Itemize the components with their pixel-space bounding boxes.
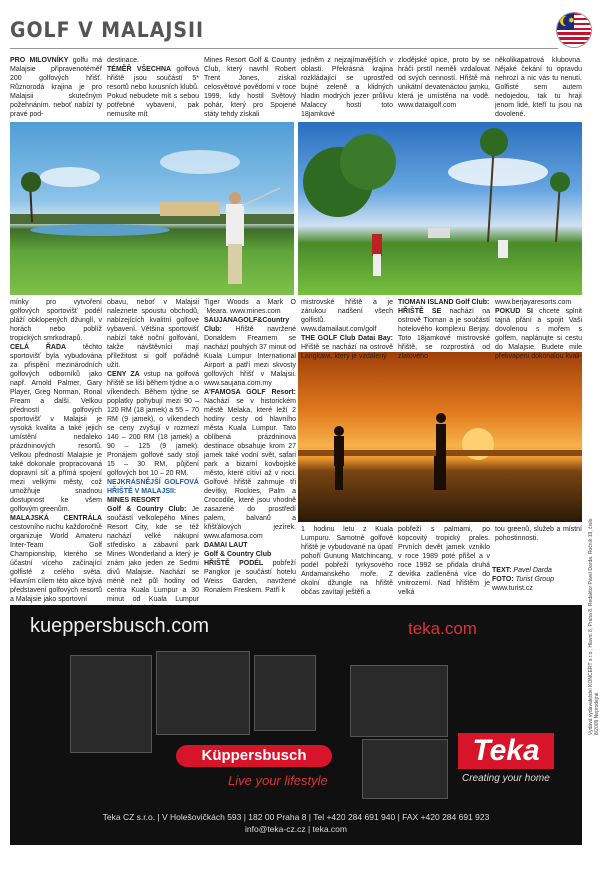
paragraph	[107, 505, 199, 613]
col2-mid	[107, 298, 199, 603]
credits	[492, 566, 554, 593]
paragraph	[301, 334, 393, 361]
paragraph	[495, 307, 582, 361]
paragraph	[204, 56, 296, 119]
paragraph-text: golfu má Malajsie připravenotéměř 200 golfových hřišť. Různorodá krajina je pro Malajsii skutečným požehnáním. neboť nabízí ty pravé pod-	[10, 57, 102, 118]
col5-bottom	[398, 525, 490, 600]
lead-in: HŘIŠTĚ PODÉL	[204, 560, 264, 567]
paragraph-text: Tiger Woods a Mark O´Meara. www.mines.com	[204, 299, 296, 315]
paragraph	[10, 514, 102, 604]
lead-in: Golf & Country Club:	[107, 506, 187, 513]
paragraph-text: Mines Resort Golf & Country Club, který navrhl Robert Trent Jones, získal celosvětové povědomí v roce 1999, kdy hostil Světový pohár, který pro Spojené státy tehdy získali	[204, 57, 296, 118]
paragraph-text: pobřeží Pangkor je součástí hotelu Weiss Garden, navržené Ronalem Freskem. Patří k	[204, 560, 296, 594]
paragraph	[204, 316, 296, 388]
col4-top	[301, 56, 393, 118]
lead-in: TIOMAN ISLAND Golf Club:	[398, 299, 490, 306]
paragraph-text: těchto sportovišť byla vybudována za přispění mezinárodních golfových odborníků jako např. Arnold Palmer, Gary Player, Greg Norman, Ronal Fream a další. Velkou předností golfových sportovišť v Malajsii je vysoká kvalita a také jejich umístění nedaleko prázdninových resortů. Velkou předností Malajsie je také dokonale propracovaná dopravní síť a přímá spojení mezi velkými městy, což umožňuje snadnou dostupnost ke všem golfovým greenům.	[10, 344, 102, 513]
golfer-photo-palms	[10, 122, 294, 295]
col3-mid	[204, 298, 296, 598]
paragraph-text: destinace.	[107, 57, 139, 64]
paragraph	[301, 298, 393, 334]
lead-in: DAMAI LAUT	[204, 542, 248, 549]
lead-in: MINES RESORT	[107, 497, 161, 504]
paragraph	[204, 298, 296, 316]
paragraph-text: Nachází se v historickém městě Melaka, které leží 2 hodiny cesty od hlavního města Kuala Lumpur. Tato oblíbená prázdninová destinace obsahuje krom 27 jamek také vodní svět, safari park a bizarní kovbojské město, které cítíví až v noci. Golfové hřiště zahrnuje tři devítky, Rockies, Palm a Crocodile, které jsou vhodně zasazené do prostředí palem, balvanů a křišťálových jezírek. www.afamosa.com	[204, 398, 296, 540]
paragraph-text: Hřiště navržené Donaldem Freamem se nachází pouhých 37 minut od Kuala Lumpur International Airport a patří mezi skvosty golfových hřišť v Malajsii. www.saujana.com.my	[204, 326, 296, 387]
col5-mid	[398, 298, 490, 360]
header	[10, 18, 592, 48]
paragraph	[398, 56, 490, 110]
teka-slogan: Creating your home	[462, 773, 550, 784]
paragraph-text: Je součástí velkolepého Mines Resort City, kde se též nachází velké nákupní středisko a zábavní park Mines Wonderland a který je znám jako jeden ze Sedmi divů Malajsie. Nachází se méně než půl hodiny od centra Kuala Lumpur a 30 minut od Kuala Lumpur	[107, 506, 199, 603]
paragraph-text: golfová hřiště jsou součástí 5* resortů nebo luxusních klubů. Pokud nebudete mít s sebou potřebné vybavení, pak nemusíte mít	[107, 66, 199, 118]
lead-in: SAUJANAGOLF&Country Club:	[204, 317, 290, 333]
col6-mid	[495, 298, 582, 360]
lead-in: THE GOLF Club Datai Bay:	[301, 335, 393, 342]
paragraph	[301, 56, 393, 119]
col4-mid	[301, 298, 393, 360]
paragraph-text: chcete splnit tajná přání a spojit Vaši dovolenou s mořem s golfem, naplánujte si cestu do Malajsie. Budete mile překvapeni dokonalou kvali-	[495, 308, 582, 360]
col5-top	[398, 56, 490, 118]
paragraph	[107, 65, 199, 119]
ad-contact-footer	[10, 811, 582, 835]
title-rule	[10, 48, 558, 49]
lead-in: HŘIŠTĚ SE	[398, 308, 442, 315]
paragraph-text: tou greenů, služeb a místní pohostinnosti.	[495, 526, 582, 542]
oven-image	[350, 665, 448, 737]
paragraph-text: mínky pro vytvoření golfových sportovišť podél pláží obklopených džunglí, v horách nebo poblíž tropických smrkodrapů.	[10, 299, 102, 342]
lead-in: CENY ZA	[107, 371, 140, 378]
advertisement	[10, 605, 582, 845]
paragraph-text: pobřeží s palmami, po kopcovitý tropický prales. Prvních devět jamek vzniklo v roce 1989 poté přišel a v roce 1992 se přidala druhá devítka začleněná více do vnitrozemí. Nad hřištěm je velká	[398, 526, 490, 596]
paragraph	[398, 307, 490, 361]
paragraph	[10, 56, 102, 119]
page-title: GOLF V MALAJSII	[10, 18, 205, 42]
paragraph-text: NEJKRÁSNĚJŠÍ GOLFOVÁ HŘIŠTĚ V MALAJSII:	[107, 479, 199, 495]
lead-in: POKUD SI	[495, 308, 533, 315]
ad-url-teka[interactable]: teka.com	[408, 619, 477, 638]
kueppersbusch-slogan: Live your lifestyle	[228, 773, 328, 788]
lead-in: CELÁ ŘADA	[10, 344, 67, 351]
oven-image	[156, 651, 250, 735]
oven-image	[70, 655, 152, 753]
paragraph	[398, 298, 490, 307]
teka-logo: Teka	[458, 733, 554, 769]
col1-top	[10, 56, 102, 118]
paragraph	[495, 298, 582, 307]
paragraph	[204, 559, 296, 595]
text-credit-value: Pavel Darda	[513, 567, 552, 574]
col3-top	[204, 56, 296, 118]
paragraph	[107, 298, 199, 370]
paragraph-text: obavu, neboť v Malajsii naleznete spoustu obchodů, nabízejících kvalitní golfové vybavení. Většina sportovišť nabízí také noční golfování, takže návštěvníci mají příležitost si golf pořádně užít.	[107, 299, 199, 369]
oven-image	[362, 739, 448, 799]
lead-in: Golf & Country Club	[204, 551, 272, 558]
paragraph-text: www.berjayaresorts.com	[495, 299, 572, 306]
paragraph-text: vstup na golfová hřiště se liší během týdne a o víkendech. Během týdne se poplatky pohybují mezi 90 – 120 RM (18 jamek) a 55 – 70 RM (9 jamek), o víkendech se ceny zvyšují v rozmezí 140 – 200 RM (18 jamek) a 90 – 125 (9 jamek). Pronájem golfové sady stojí 15 – 30 RM, půjčení golfových bot 10 – 20 RM.	[107, 371, 199, 477]
photo-credit-label: FOTO:	[492, 576, 514, 583]
paragraph-text: několikapatrová klubovna. Nějaké čekání tu opravdu nehrozí a nic vás tu nenutí. Golfisté sem autem nedojedou, tak tu hrají jenom lidé, kteří tu jsou na dovolené.	[495, 57, 582, 118]
lead-in: TÉMĚŘ VŠECHNA	[107, 66, 172, 73]
paragraph	[495, 525, 582, 543]
side-imprint: Vydává vydavatelství KONCERT s.r.o., Hlavní 8, Praha 8. Redaktor Pavel Darda. Ročník 19, číslo 8/2009 Neprodejné	[588, 518, 600, 735]
photo-credit-value: Turist Group	[515, 576, 554, 583]
paragraph	[10, 343, 102, 514]
credits-url[interactable]: www.turist.cz	[492, 585, 533, 592]
ad-contact-email[interactable]: info@teka-cz.cz | teka.com	[244, 824, 347, 834]
paragraph	[204, 388, 296, 541]
paragraph-text: nachází na ostrově Tioman a je součástí hotelového komplexu Berjay. Toto 18jamkové mistrovské hřiště, se rozprostírá od zlatového	[398, 308, 490, 360]
paragraph	[107, 56, 199, 65]
paragraph-text: mistrovské hřiště a je zárukou nadšení všech golfistů. www.damailaut.com/golf	[301, 299, 393, 333]
col4-bottom	[301, 525, 393, 600]
ad-contact-line: Teka CZ s.r.o. | V Holešovičkách 593 | 182 00 Praha 8 | Tel +420 284 691 940 | FAX +420 284 691 923	[102, 812, 490, 822]
col6-top	[495, 56, 582, 118]
lead-in: PRO MILOVNÍKY	[10, 57, 69, 64]
golfers-photo-green	[298, 122, 582, 295]
paragraph-text: 1 hodinu letu z Kuala Lumpuru. Samotné golfové hřiště je vybudované na úpatí pohoří Gunung Matchincang, podél pobřeží tyrkysového Andamanského moře. Z okolní džungle na hřiště občas zavítají ještěři a	[301, 526, 393, 596]
malaysia-flag-icon: ✸	[556, 12, 592, 48]
paragraph-text: cestovního ruchu každoročně organizuje World Amateru Inter-Team Golf Championship, kterého se účastní víceho začínající golfisté z celého světa. Hlavním cílem této akce bývá představení golfových resortů a Malajsie jako sportovní	[10, 524, 102, 603]
paragraph-text: Hřiště se nachází na ostrově Langkawi, který je vzdálený	[301, 344, 393, 360]
lead-in: A'FAMOSA GOLF Resort:	[204, 389, 296, 396]
col2-top	[107, 56, 199, 118]
ad-url-kueppersbusch[interactable]: kueppersbusch.com	[30, 615, 209, 637]
sunset-golfers-photo	[298, 352, 582, 522]
paragraph	[107, 496, 199, 505]
paragraph	[204, 550, 296, 559]
paragraph	[398, 525, 490, 597]
paragraph	[204, 541, 296, 550]
text-credit-label: TEXT:	[492, 567, 512, 574]
lead-in: MALAJSKÁ CENTRÁLA	[10, 515, 102, 522]
paragraph-text: jedněm z nejzajímavějších v oblasti. Překrásná krajina rozkládající se uprostřed bujné zeleně a klidných hladin modrých jezer průlivu Malaccy hostí toto 18jamkové	[301, 57, 393, 118]
col1-mid	[10, 298, 102, 603]
paragraph	[107, 370, 199, 478]
paragraph	[10, 298, 102, 343]
oven-image	[254, 655, 316, 731]
kueppersbusch-logo: Küppersbusch	[176, 745, 332, 767]
paragraph	[107, 478, 199, 496]
paragraph	[495, 56, 582, 119]
paragraph-text: zlodějské opice, proto by se hráči prstíl neměli vzdalovat od svých cenností. Hřiště má unikátní devatenáctou jamku, která je umístěna na vodě. www.dataigolf.com	[398, 57, 490, 109]
col6-bottom	[495, 525, 582, 555]
paragraph	[301, 525, 393, 597]
